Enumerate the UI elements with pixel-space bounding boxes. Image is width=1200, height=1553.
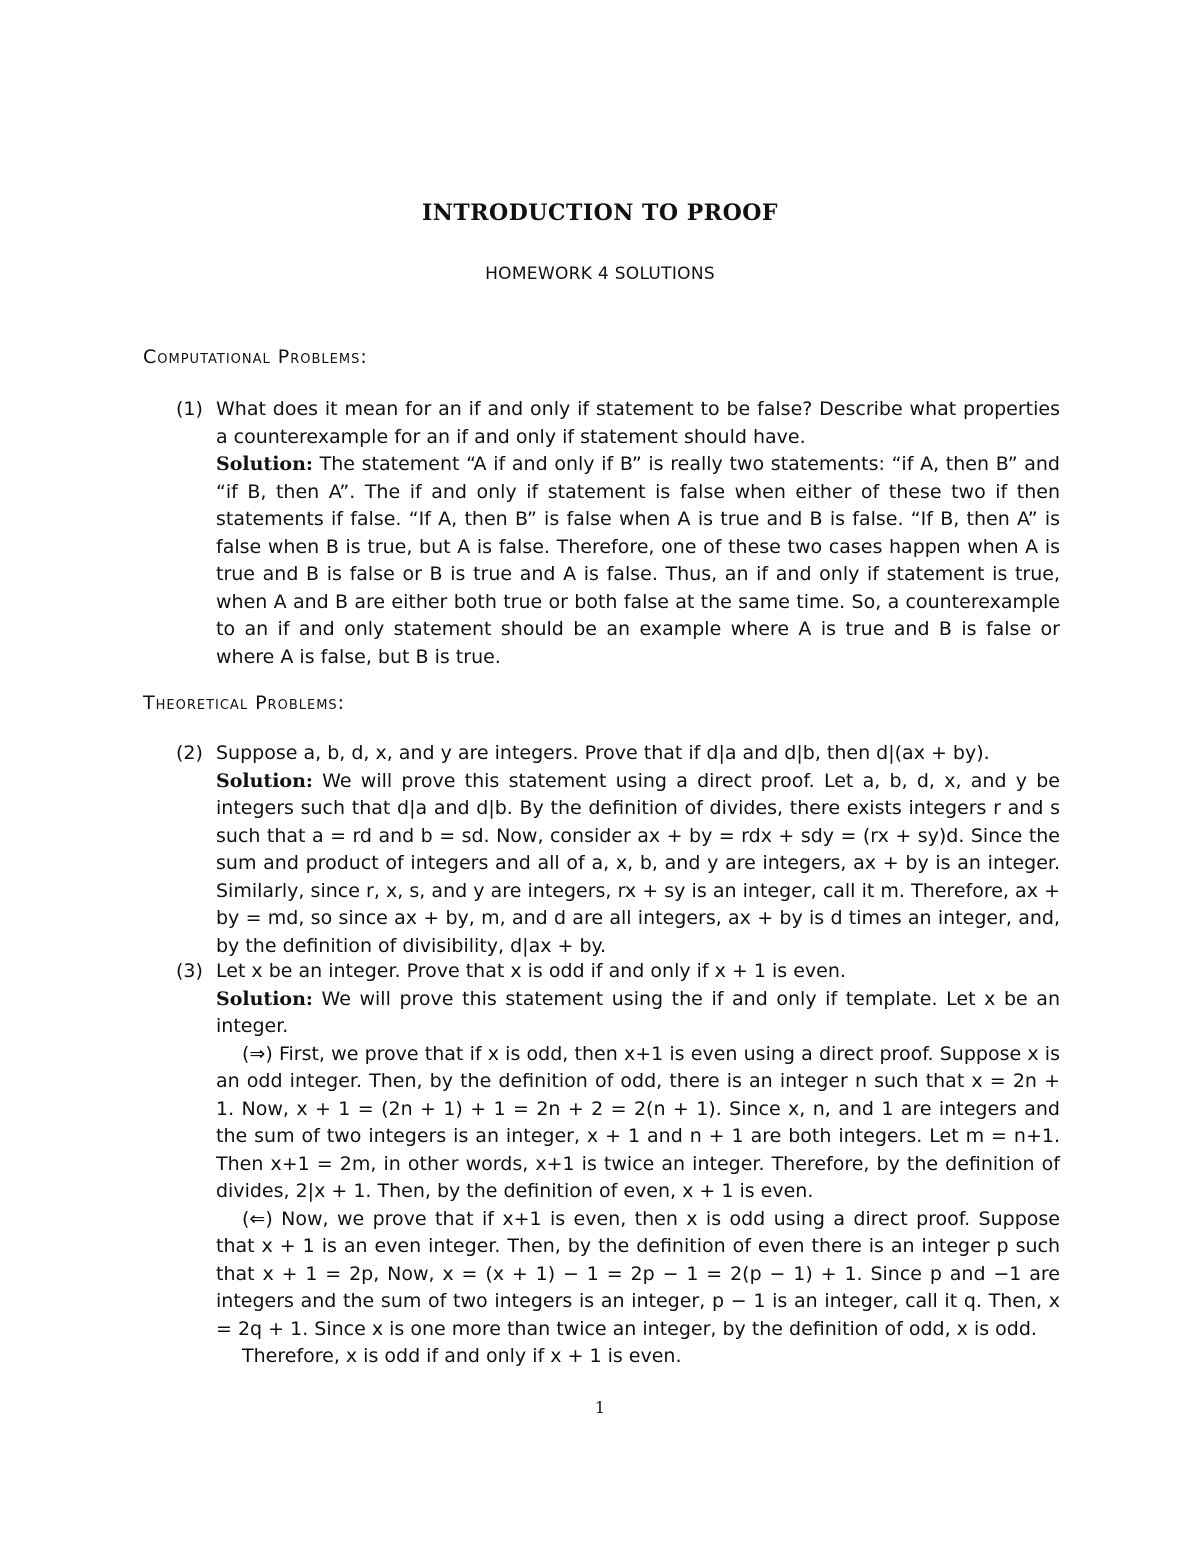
- solution-label: Solution:: [216, 987, 313, 1010]
- problem-1: [176, 396, 1060, 671]
- problem-2: [176, 740, 1060, 960]
- solution-text: We will prove this statement using a direct proof. Let a, b, d, x, and y be integers such that d|a and d|b. By the definition of divides, there exists integers r and s such that a = rd and b = sd. Now, consider ax + by = rdx + sdy = (rx + sy)d. Since the sum and product of integers and all of a, x, b, and y are integers, ax + by is an integer. Similarly, since r, x, s, and y are integers, rx + sy is an integer, call it m. Therefore, ax + by = md, so since ax + by, m, and d are all integers, ax + by is d times an integer, and, by the definition of divisibility, d|ax + by.: [216, 769, 1060, 957]
- forward-direction-proof: (⇒) First, we prove that if x is odd, then x+1 is even using a direct proof. Suppose x is an odd integer. Then, by the definition of odd, there is an integer n such that x = 2n + 1. Now, x + 1 = (2n + 1) + 1 = 2n + 2 = 2(n + 1). Since x, n, and 1 are integers and the sum of two integers is an integer, x + 1 and n + 1 are both integers. Let m = n+1. Then x+1 = 2m, in other words, x+1 is twice an integer. Therefore, by the definition of divides, 2|x + 1. Then, by the definition of even, x + 1 is even.: [216, 1042, 1060, 1202]
- backward-direction-proof: (⇐) Now, we prove that if x+1 is even, then x is odd using a direct proof. Suppose that x + 1 is an even integer. Then, by the definition of even there is an integer p such that x + 1 = 2p, Now, x = (x + 1) − 1 = 2p − 1 = 2(p − 1) + 1. Since p and −1 are integers and the sum of two integers is an integer, p − 1 is an integer, call it q. Then, x = 2q + 1. Since x is one more than twice an integer, by the definition of odd, x is odd.: [216, 1207, 1060, 1340]
- problem-solution: [216, 451, 1060, 671]
- section-heading-computational: Computational Problems:: [143, 346, 368, 368]
- document-subtitle: HOMEWORK 4 SOLUTIONS: [485, 264, 715, 284]
- problem-3: [176, 958, 1060, 1371]
- page-number: 1: [594, 1398, 606, 1417]
- proof-conclusion: Therefore, x is odd if and only if x + 1 is even.: [242, 1345, 682, 1367]
- problem-question: Suppose a, b, d, x, and y are integers. Prove that if d|a and d|b, then d|(ax + by).: [216, 742, 990, 764]
- solution-text: The statement “A if and only if B” is really two statements: “if A, then B” and “if B, then A”. The if and only if statement is false when either of these two if then statements if false. “If A, then B” is false when A is true and B is false. “If B, then A” is false when B is true, but A is false. Therefore, one of these two cases happen when A is true and B is false or B is true and A is false. Thus, an if and only if statement is true, when A and B are either both true or both false at the same time. So, a counterexample to an if and only statement should be an example where A is true and B is false or where A is false, but B is true.: [216, 453, 1060, 668]
- solution-label: Solution:: [216, 453, 313, 475]
- problem-solution: [216, 986, 1060, 1041]
- problem-question: What does it mean for an if and only if statement to be false? Describe what properties a counterexample for an if and only if statement should have.: [216, 398, 1060, 448]
- section-heading-theoretical: Theoretical Problems:: [143, 692, 346, 714]
- problem-question: Let x be an integer. Prove that x is odd if and only if x + 1 is even.: [216, 960, 846, 982]
- document-title: INTRODUCTION TO PROOF: [421, 200, 779, 226]
- problem-number: (3): [176, 960, 203, 982]
- problem-solution: [216, 768, 1060, 961]
- problem-number: (1): [176, 398, 203, 420]
- solution-label: Solution:: [216, 769, 313, 792]
- solution-text: We will prove this statement using the if and only if template. Let x be an integer.: [216, 987, 1060, 1037]
- problem-number: (2): [176, 742, 203, 764]
